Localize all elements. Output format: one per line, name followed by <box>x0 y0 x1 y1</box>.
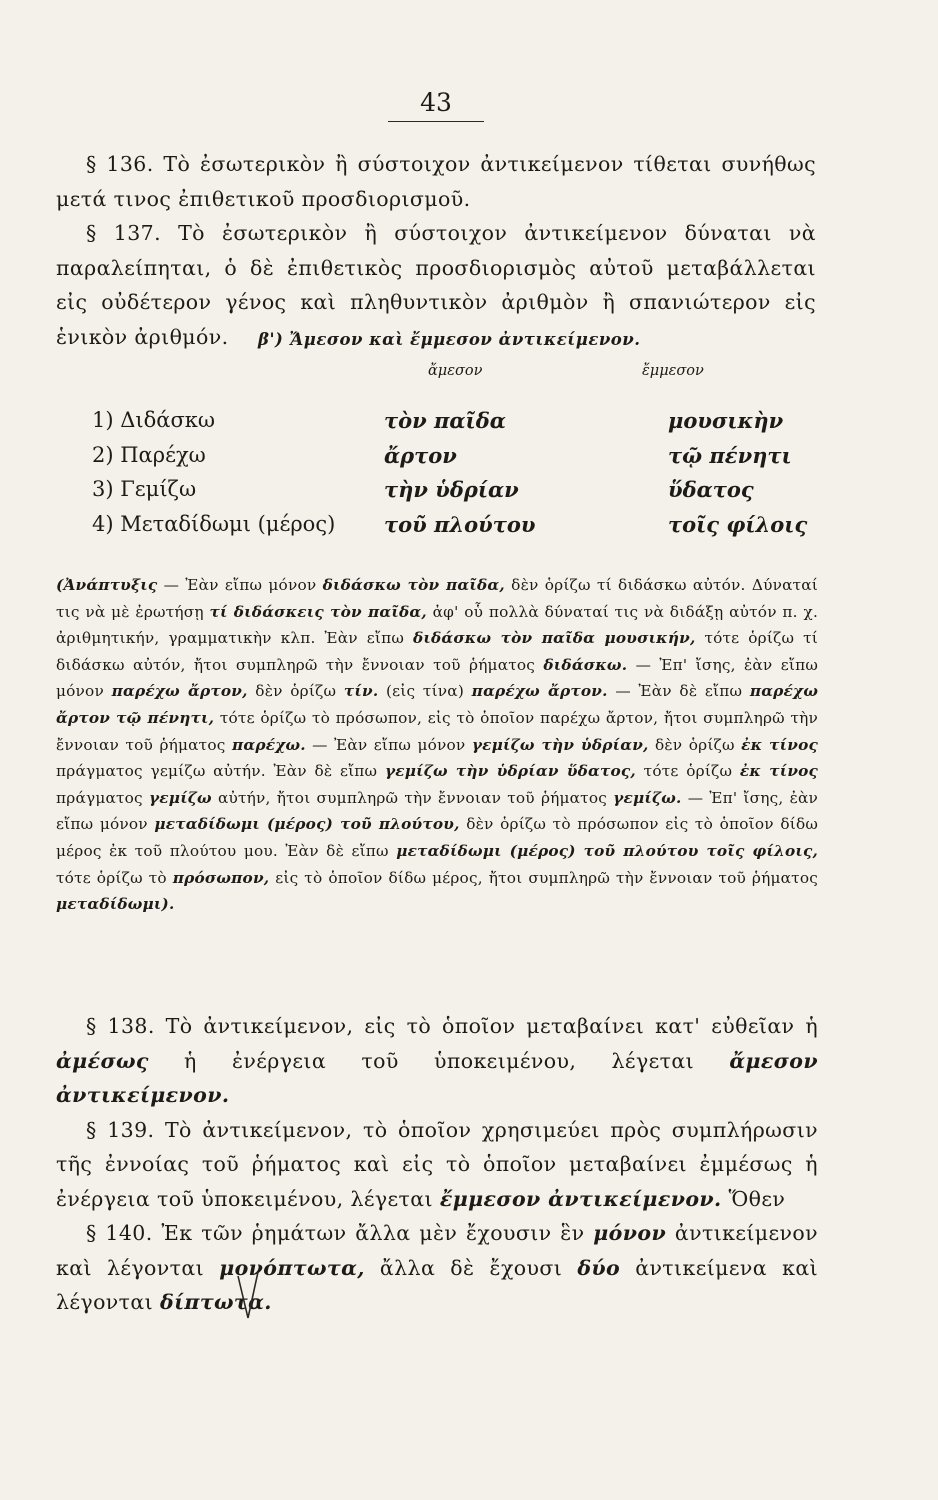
note-text: — Ἐὰν δὲ εἴπω <box>615 682 743 701</box>
example-indirect-object: μουσικὴν <box>668 408 784 433</box>
example-direct-object: ἄρτον <box>384 443 457 468</box>
column-header-direct: ἄμεσον <box>428 363 483 379</box>
section-140-term: μονόπτωτα, <box>219 1255 365 1280</box>
section-140-emphasis: δύο <box>577 1255 621 1280</box>
note-text: τότε ὁρίζω τὸ πρόσωπον, εἰς τὸ ὁποῖον παρέχω ἄρτον, ἤτοι συμπληρῶ τὴν ἔννοιαν τοῦ ῥήματος <box>56 708 819 754</box>
note-text: — Ἐὰν εἴπω μόνον <box>312 735 466 754</box>
closing-sections <box>56 1009 818 1320</box>
note-text: — Ἐπ' ἴσης, ἐὰν εἴπω μόνον <box>56 788 819 834</box>
example-direct-object: τὸν παῖδα <box>384 408 506 433</box>
page-number: 43 <box>420 88 452 117</box>
column-header-indirect: ἔμμεσον <box>642 363 704 379</box>
note-text: πράγματος <box>56 788 143 807</box>
note-text: εἰς τὸ ὁποῖον δίδω μέρος ἐκ τοῦ πλούτου μου. Ἐὰν δὲ εἴπω <box>56 815 819 860</box>
example-indirect-object: ὕδατος <box>668 477 754 502</box>
note-text: δὲν ὁρίζω τὸ πρόσωπον <box>466 815 659 834</box>
note-emphasis: μεταδίδωμι). <box>56 895 175 914</box>
development-note <box>56 572 818 918</box>
note-text: δὲν ὁρίζω <box>255 682 337 701</box>
section-136-text: § 136. Τὸ ἐσωτερικὸν ἢ σύστοιχον ἀντικείμενον τίθεται συνήθως μετά τινος ἐπιθετικοῦ προσδιορισμοῦ. <box>56 152 816 211</box>
note-emphasis: τίν. <box>343 682 379 701</box>
note-emphasis: ἐκ τίνος <box>739 762 819 781</box>
section-138-term: ἄμεσον ἀντικείμενον. <box>56 1048 818 1107</box>
note-text: εἰς τὸ ὁποῖον δίδω μέρος, ἤτοι συμπληρῶ τὴν ἔννοιαν τοῦ ῥήματος <box>275 868 818 887</box>
note-text: — Ἐὰν εἴπω μόνον <box>163 576 317 594</box>
section-139-term: ἔμμεσον ἀντικείμενον. <box>439 1186 722 1211</box>
example-direct-object: τοῦ πλούτου <box>384 512 536 537</box>
section-139: § 139. Τὸ ἀντικείμενον, τὸ ὁποῖον χρησιμεύει πρὸς συμπλήρωσιν τῆς ἐννοίας τοῦ ῥήματος καὶ εἰς τὸ ὁποῖον μεταβαίνει ἐμμέσως ἡ ἐνέργεια τοῦ ὑποκειμένου, λέγεται ἔμμεσον ἀντικείμενον. Ὅθεν <box>56 1117 818 1211</box>
example-verb: 3) Γεμίζω <box>92 477 197 501</box>
note-emphasis: διδάσκω τὸν παῖδα, <box>322 576 505 594</box>
note-emphasis: μεταδίδωμι (μέρος) τοῦ πλούτου τοῖς φίλοις, <box>396 841 818 860</box>
note-emphasis: γεμίζω τὴν ὑδρίαν ὕδατος, <box>384 762 636 781</box>
note-emphasis: μεταδίδωμι (μέρος) τοῦ πλούτου, <box>154 815 460 834</box>
note-text: δὲν ὁρίζω <box>654 735 735 754</box>
example-row <box>92 477 812 513</box>
note-text: τότε ὁρίζω <box>643 762 733 781</box>
section-140: § 140. Ἐκ τῶν ῥημάτων ἄλλα μὲν ἔχουσιν ἓν μόνον ἀντικείμενον καὶ λέγονται μονόπτωτα, ἄλλα δὲ ἔχουσι δύο ἀντικείμενα καὶ λέγονται δίπτωτα. <box>56 1221 819 1314</box>
note-emphasis: τί διδάσκεις τὸν παῖδα, <box>209 602 427 621</box>
note-emphasis: παρέχω ἄρτον. <box>471 682 608 701</box>
note-emphasis: διδάσκω τὸν παῖδα μουσικήν, <box>412 629 696 648</box>
section-140-term: δίπτωτα. <box>160 1290 272 1314</box>
note-heading: (Ἀνάπτυξις <box>56 576 158 594</box>
note-emphasis: πρόσωπον, <box>172 868 270 887</box>
example-row <box>92 443 812 479</box>
note-emphasis: γεμίζω. <box>613 788 682 807</box>
note-text: δὲν ὁρίζω τί διδάσκω αὐτόν. Δύναταί τις νὰ μὲ ἐρωτήσῃ <box>56 576 818 621</box>
note-emphasis: παρέχω. <box>231 735 306 754</box>
example-direct-object: τὴν ὑδρίαν <box>384 477 519 502</box>
example-indirect-object: τῷ πένητι <box>668 443 792 468</box>
example-row <box>92 408 812 444</box>
note-text: τότε ὁρίζω τί διδάσκω αὐτόν, ἤτοι συμπληρῶ τὴν ἔννοιαν τοῦ ῥήματος <box>56 629 818 674</box>
example-indirect-object: τοῖς φίλοις <box>668 512 808 537</box>
note-emphasis: διδάσκω. <box>543 655 628 674</box>
note-text: αὐτήν, ἤτοι συμπληρῶ τὴν ἔννοιαν τοῦ ῥήματος <box>217 788 608 807</box>
subsection-title: β') Ἄμεσον καὶ ἔμμεσον ἀντικείμενον. <box>258 330 641 349</box>
note-emphasis: ἐκ τίνος <box>741 735 818 754</box>
section-138-emphasis: ἀμέσως <box>56 1048 149 1073</box>
section-140-emphasis: μόνον <box>593 1221 667 1245</box>
example-verb: 1) Διδάσκω <box>92 408 216 432</box>
note-text: — Ἐπ' ἴσης, ἐὰν εἴπω μόνον <box>56 655 818 701</box>
example-row <box>92 512 812 548</box>
note-text: τότε ὁρίζω τὸ <box>56 868 167 887</box>
note-emphasis: παρέχω ἄρτον, <box>111 682 248 701</box>
section-138: § 138. Τὸ ἀντικείμενον, εἰς τὸ ὁποῖον μεταβαίνει κατ' εὐθεῖαν ἡ ἀμέσως ἡ ἐνέργεια τοῦ ὑποκειμένου, λέγεται ἄμεσον ἀντικείμενον. <box>56 1014 818 1107</box>
note-emphasis: γεμίζω <box>149 788 212 807</box>
note-text: πράγματος γεμίζω αὐτήν. Ἐὰν δὲ εἴπω <box>56 762 378 781</box>
note-text: (εἰς τίνα) <box>386 682 464 701</box>
note-emphasis: γεμίζω τὴν ὑδρίαν, <box>471 735 649 754</box>
handwritten-check-mark <box>236 1268 260 1324</box>
example-verb: 2) Παρέχω <box>92 443 206 467</box>
example-verb: 4) Μεταδίδωμι (μέρος) <box>92 512 336 536</box>
note-emphasis: παρέχω ἄρτον τῷ πένητι, <box>56 682 819 727</box>
note-text: ἀφ' οὗ πολλὰ δύναταί τις νὰ διδάξῃ αὐτόν π. χ. ἀριθμητικήν, γραμματικὴν κλπ. Ἐὰν εἴπω <box>56 602 819 648</box>
section-137-text: § 137. Τὸ ἐσωτερικὸν ἢ σύστοιχον ἀντικείμενον δύναται νὰ παραλείπηται, ὁ δὲ ἐπιθετικὸς προσδιορισμὸς αὐτοῦ μεταβάλλεται εἰς οὐδέτερον γένος καὶ πληθυντικὸν ἀριθμὸν ἢ σπανιώτερον εἰς ἑνικὸν ἀριθμόν. <box>56 221 816 349</box>
section-136 <box>56 147 816 216</box>
page-number-rule <box>388 121 484 122</box>
